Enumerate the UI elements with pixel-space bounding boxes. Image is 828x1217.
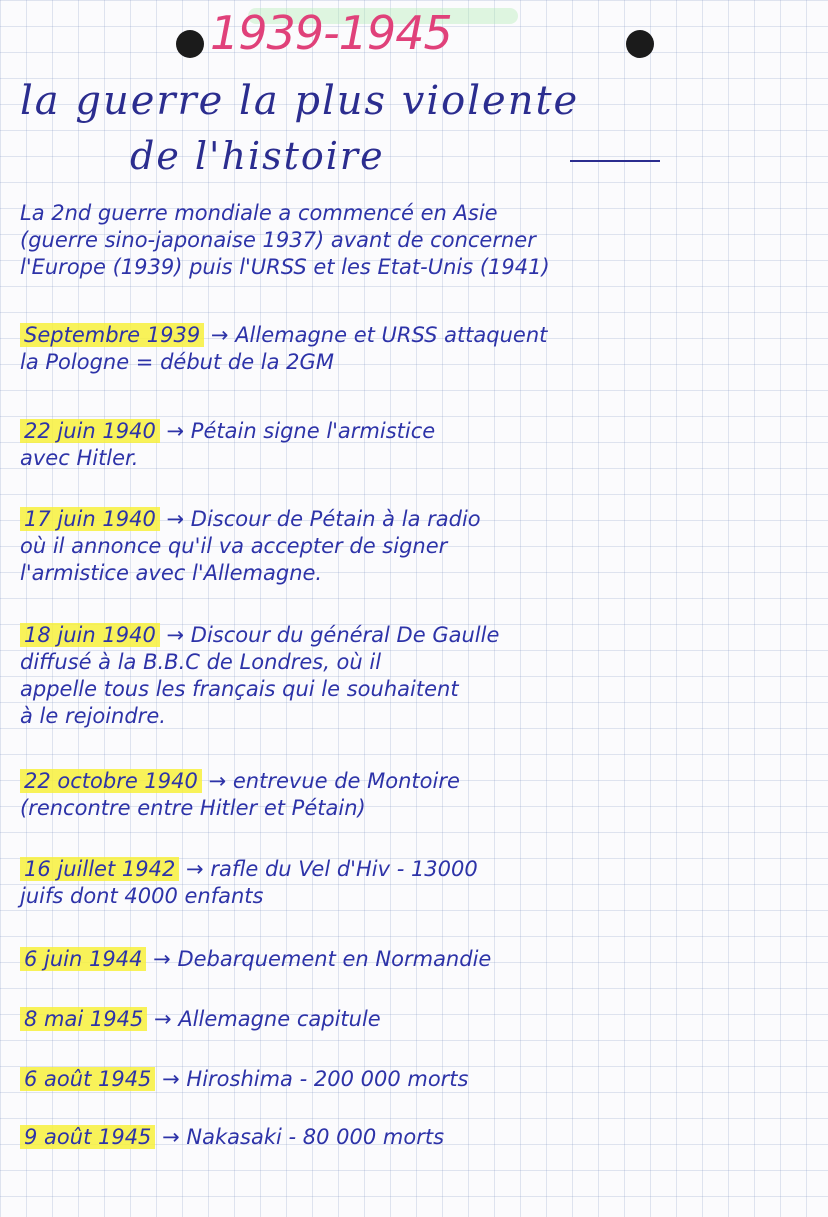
entry-date: 6 août 1945: [20, 1067, 155, 1091]
entry-text: Discour de Pétain à la radio: [190, 507, 481, 531]
entry-date: 16 juillet 1942: [20, 857, 179, 881]
entry-line: diffusé à la B.B.C de Londres, où il: [20, 650, 382, 674]
arrow-icon: →: [210, 323, 229, 347]
arrow-icon: →: [162, 1067, 180, 1091]
page-title: 1939-1945: [210, 6, 452, 60]
entry-line: [20, 946, 825, 973]
subtitle-underline: [570, 160, 660, 162]
timeline-entry: [20, 1006, 825, 1033]
entry-line: [20, 418, 825, 445]
entry-text: Allemagne et URSS attaquent: [235, 323, 548, 347]
entry-date: 6 juin 1944: [20, 947, 146, 971]
entry-line: juifs dont 4000 enfants: [20, 884, 264, 908]
intro-line: (guerre sino-japonaise 1937) avant de concerner: [20, 228, 536, 252]
entry-line: l'armistice avec l'Allemagne.: [20, 561, 323, 585]
intro-line: La 2nd guerre mondiale a commencé en Asie: [20, 201, 498, 225]
entry-date: 17 juin 1940: [20, 507, 160, 531]
arrow-icon: →: [166, 507, 185, 531]
arrow-icon: →: [154, 1007, 172, 1031]
timeline-entry: [20, 946, 825, 973]
entry-line: (rencontre entre Hitler et Pétain): [20, 796, 366, 820]
entry-date: Septembre 1939: [20, 323, 204, 347]
arrow-icon: →: [166, 419, 185, 443]
entry-line: avec Hitler.: [20, 446, 139, 470]
entry-line: [20, 622, 825, 649]
entry-text: Debarquement en Normandie: [177, 947, 492, 971]
timeline-entry: [20, 856, 825, 910]
timeline-entry: [20, 418, 825, 472]
subtitle-line-1: la guerre la plus violente: [20, 78, 580, 124]
intro-line: l'Europe (1939) puis l'URSS et les Etat-Unis (1941): [20, 255, 550, 279]
binder-hole-right: [626, 30, 654, 58]
entry-text: Pétain signe l'armistice: [190, 419, 436, 443]
subtitle-line-2: de l'histoire: [130, 134, 385, 178]
entry-date: 9 août 1945: [20, 1125, 155, 1149]
timeline-entry: [20, 506, 825, 587]
arrow-icon: →: [166, 623, 185, 647]
entry-line: [20, 856, 825, 883]
entry-line: [20, 506, 825, 533]
entry-line: [20, 1006, 825, 1033]
arrow-icon: →: [153, 947, 171, 971]
entry-date: 22 juin 1940: [20, 419, 160, 443]
entry-text: Allemagne capitule: [178, 1007, 381, 1031]
arrow-icon: →: [162, 1125, 180, 1149]
arrow-icon: →: [186, 857, 204, 881]
entry-date: 22 octobre 1940: [20, 769, 202, 793]
entry-date: 18 juin 1940: [20, 623, 160, 647]
entry-line: où il annonce qu'il va accepter de signer: [20, 534, 448, 558]
entry-line: [20, 1066, 825, 1093]
entry-text: Discour du général De Gaulle: [190, 623, 500, 647]
timeline-entry: [20, 622, 825, 730]
timeline-entry: [20, 1124, 825, 1151]
entry-line: à le rejoindre.: [20, 704, 166, 728]
intro-paragraph: [20, 200, 820, 281]
arrow-icon: →: [208, 769, 227, 793]
timeline-entry: [20, 322, 825, 376]
entry-text: Nakasaki - 80 000 morts: [186, 1125, 445, 1149]
entry-line: appelle tous les français qui le souhaitent: [20, 677, 459, 701]
entry-line: [20, 768, 825, 795]
timeline-entry: [20, 1066, 825, 1093]
entry-line: [20, 322, 825, 349]
entry-date: 8 mai 1945: [20, 1007, 147, 1031]
entry-text: entrevue de Montoire: [232, 769, 460, 793]
entry-line: la Pologne = début de la 2GM: [20, 350, 334, 374]
timeline-entry: [20, 768, 825, 822]
entry-text: Hiroshima - 200 000 morts: [186, 1067, 469, 1091]
entry-text: rafle du Vel d'Hiv - 13000: [210, 857, 478, 881]
entry-line: [20, 1124, 825, 1151]
binder-hole-left: [176, 30, 204, 58]
